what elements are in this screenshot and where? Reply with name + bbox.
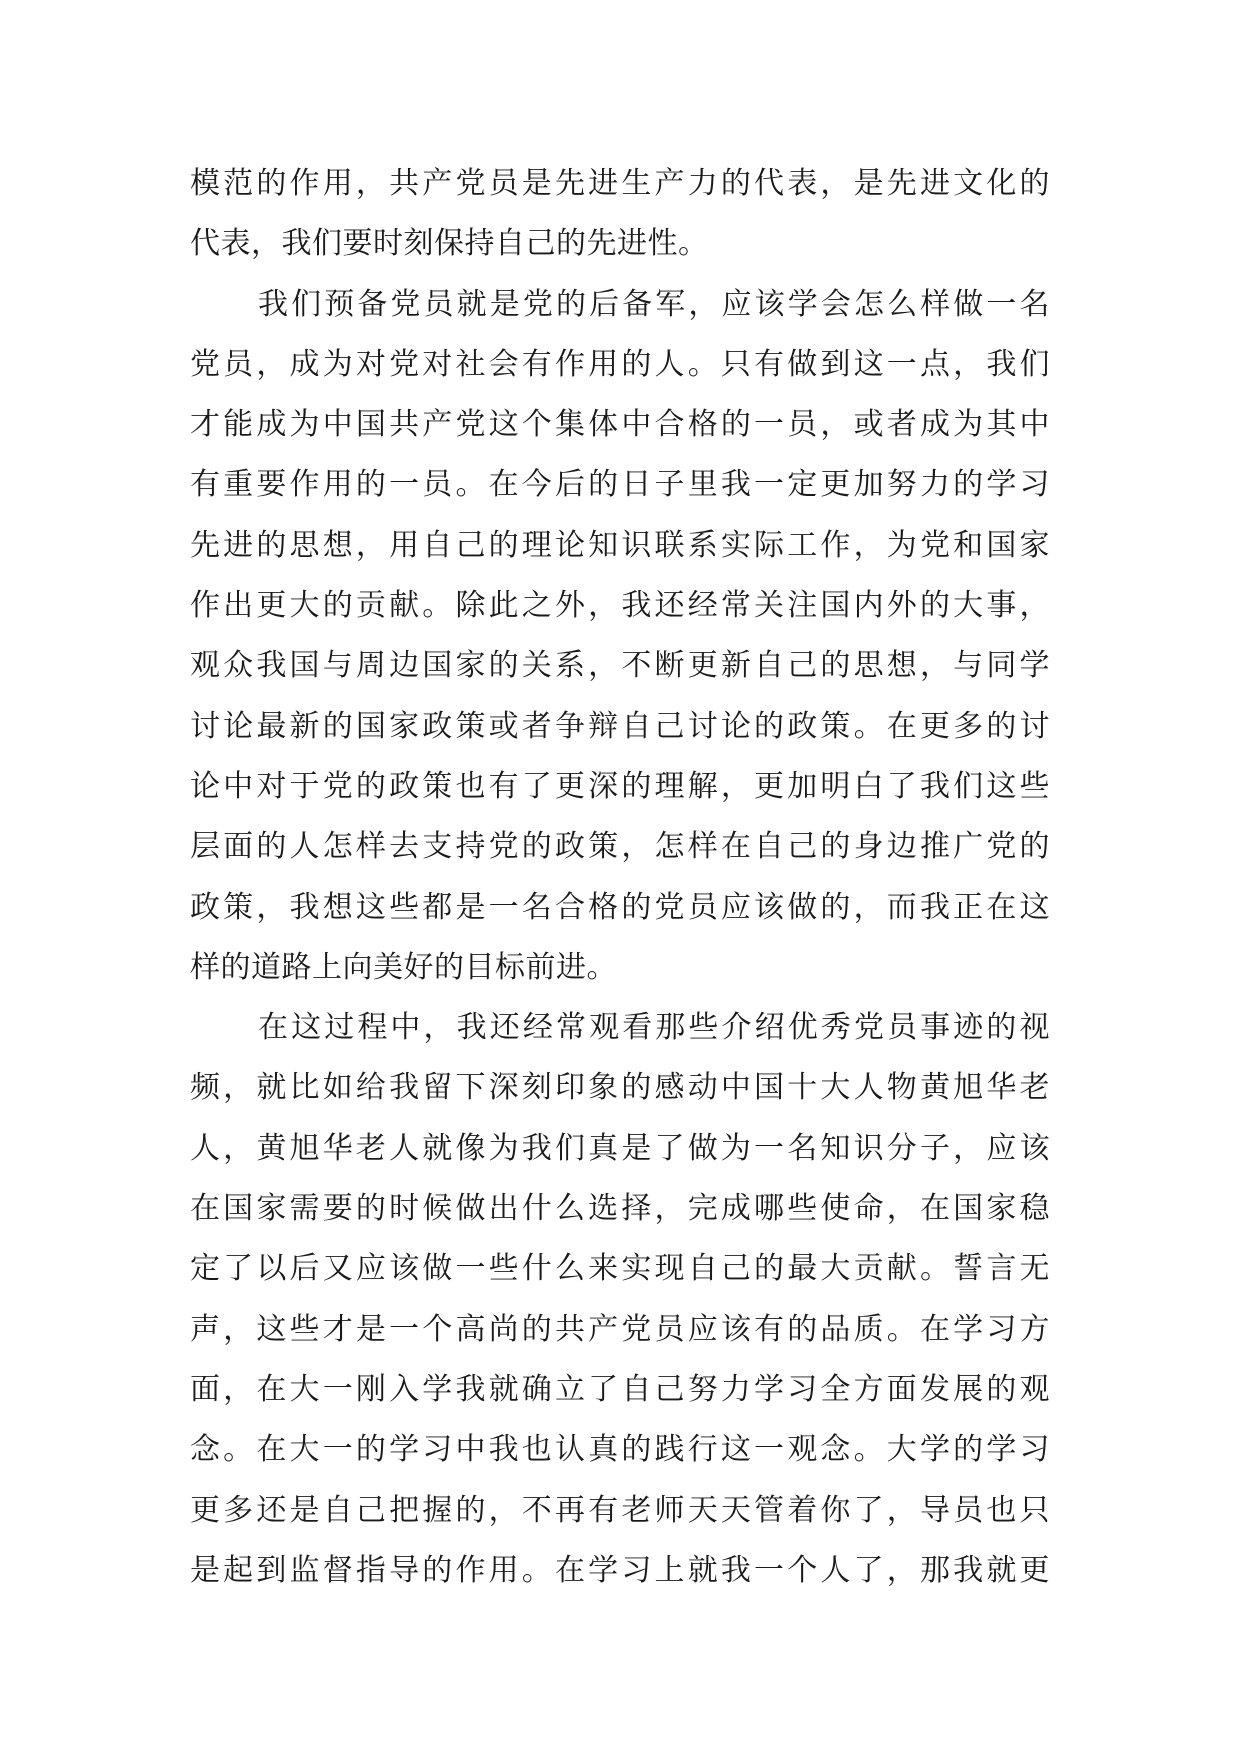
text-line: 声，这些才是一个高尚的共产党员应该有的品质。在学习方: [190, 1311, 1050, 1347]
body-text: [190, 154, 1050, 1601]
text-line: 定了以后又应该做一些什么来实现自己的最大贡献。誓言无: [190, 1251, 1050, 1287]
text-line: 我们预备党员就是党的后备军，应该学会怎么样做一名: [258, 286, 1050, 322]
text-line: 频，就比如给我留下深刻印象的感动中国十大人物黄旭华老: [190, 1070, 1050, 1106]
text-line: 样的道路上向美好的目标前进。: [190, 949, 617, 985]
text-line: 讨论最新的国家政策或者争辩自己讨论的政策。在更多的讨: [190, 708, 1050, 744]
text-line: 政策，我想这些都是一名合格的党员应该做的，而我正在这: [190, 889, 1050, 925]
text-line: 才能成为中国共产党这个集体中合格的一员，或者成为其中: [190, 407, 1050, 443]
text-line: 作出更大的贡献。除此之外，我还经常关注国内外的大事，: [190, 588, 1050, 624]
text-line: 代表，我们要时刻保持自己的先进性。: [190, 226, 709, 262]
text-line: 念。在大一的学习中我也认真的践行这一观念。大学的学习: [190, 1432, 1050, 1468]
text-line: 在这过程中，我还经常观看那些介绍优秀党员事迹的视: [258, 1010, 1050, 1046]
text-line: 人，黄旭华老人就像为我们真是了做为一名知识分子，应该: [190, 1130, 1050, 1166]
text-line: 观众我国与周边国家的关系，不断更新自己的思想，与同学: [190, 648, 1050, 684]
text-line: 模范的作用，共产党员是先进生产力的代表，是先进文化的: [190, 166, 1050, 201]
text-line: 党员，成为对党对社会有作用的人。只有做到这一点，我们: [190, 346, 1050, 382]
text-line: 在国家需要的时候做出什么选择，完成哪些使命，在国家稳: [190, 1191, 1050, 1227]
text-line: 更多还是自己把握的，不再有老师天天管着你了，导员也只: [190, 1492, 1050, 1528]
text-line: 是起到监督指导的作用。在学习上就我一个人了，那我就更: [190, 1552, 1050, 1588]
text-line: 面，在大一刚入学我就确立了自己努力学习全方面发展的观: [190, 1371, 1050, 1407]
text-line: 层面的人怎样去支持党的政策，怎样在自己的身边推广党的: [190, 829, 1050, 865]
text-line: 先进的思想，用自己的理论知识联系实际工作，为党和国家: [190, 527, 1050, 563]
text-line: 有重要作用的一员。在今后的日子里我一定更加努力的学习: [190, 467, 1050, 503]
text-line: 论中对于党的政策也有了更深的理解，更加明白了我们这些: [190, 768, 1050, 804]
